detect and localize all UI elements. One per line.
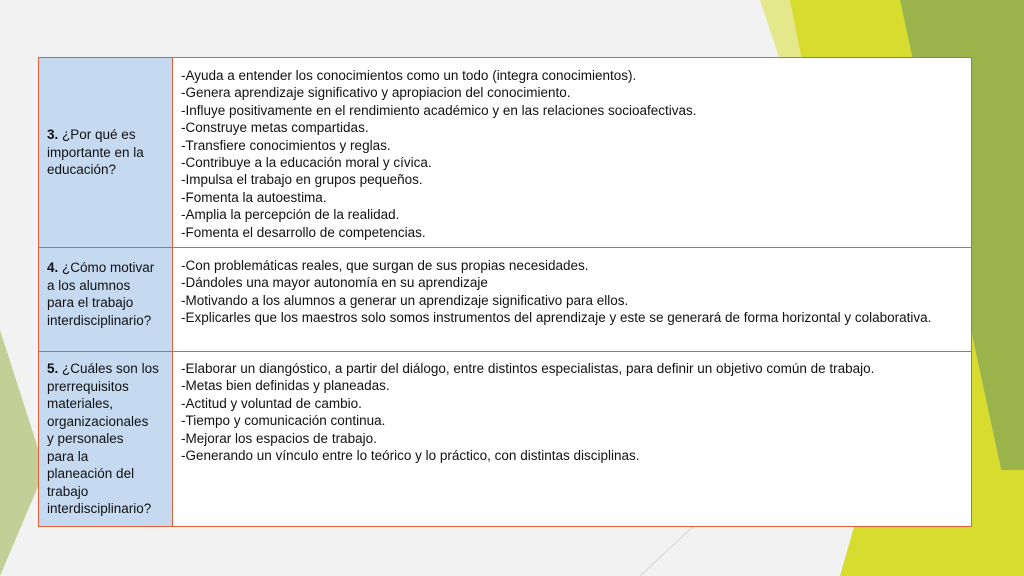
decorative-line	[640, 520, 700, 576]
answer-list	[173, 58, 971, 241]
answer-item: -Contribuye a la educación moral y cívica.	[181, 155, 432, 171]
answer-cell	[173, 248, 972, 352]
answer-item: -Fomenta la autoestima.	[181, 189, 327, 205]
answer-item: -Impulsa el trabajo en grupos pequeños.	[181, 172, 423, 188]
answer-item: -Metas bien definidas y planeadas.	[181, 378, 390, 394]
answer-item: -Ayuda a entender los conocimientos como un todo (integra conocimientos).	[181, 68, 637, 83]
answer-cell	[173, 58, 972, 248]
answer-item: -Transfiere conocimientos y reglas.	[181, 137, 391, 153]
answer-item: -Amplia la percepción de la realidad.	[181, 207, 400, 223]
answer-item: -Explicarles que los maestros solo somos instrumentos del aprendizaje y este se generará de forma horizontal y colaborativa.	[181, 310, 932, 326]
question-text	[39, 352, 172, 518]
answer-item: -Motivando a los alumnos a generar un aprendizaje significativo para ellos.	[181, 292, 629, 308]
question-cell	[39, 352, 173, 527]
table-row	[39, 248, 972, 352]
answer-item: -Genera aprendizaje significativo y apropiacion del conocimiento.	[181, 85, 571, 101]
question-cell	[39, 58, 173, 248]
answer-item: -Dándoles una mayor autonomía en su aprendizaje	[181, 275, 488, 291]
answer-item: -Construye metas compartidas.	[181, 120, 369, 136]
answer-list	[173, 352, 971, 464]
question-number: 4.	[47, 260, 59, 275]
table-row	[39, 58, 972, 248]
answer-item: -Influye positivamente en el rendimiento académico y en las relaciones socioafectivas.	[181, 102, 697, 118]
answer-item: -Elaborar un diangóstico, a partir del diálogo, entre distintos especialistas, para definir un objetivo común de trabajo.	[181, 361, 875, 376]
answer-item: -Mejorar los espacios de trabajo.	[181, 430, 377, 446]
question-label: ¿Por qué es importante en la educación?	[47, 127, 144, 177]
question-text	[39, 248, 172, 329]
answer-item: -Tiempo y comunicación continua.	[181, 413, 386, 429]
question-label: ¿Cómo motivar a los alumnos para el trabajo interdisciplinario?	[47, 260, 155, 328]
answer-item: -Actitud y voluntad de cambio.	[181, 395, 362, 411]
table-row	[39, 352, 972, 527]
answer-item: -Fomenta el desarrollo de competencias.	[181, 224, 426, 240]
answer-cell	[173, 352, 972, 527]
answer-list	[173, 248, 971, 327]
question-number: 5.	[47, 361, 59, 376]
answer-item: -Generando un vínculo entre lo teórico y lo práctico, con distintas disciplinas.	[181, 448, 640, 464]
interdisciplinary-table	[38, 57, 972, 527]
question-label: ¿Cuáles son los prerrequisitos materiales, organizacionales y personales para la planeación del trabajo interdisciplinario?	[47, 361, 159, 516]
question-text	[39, 58, 172, 179]
question-number: 3.	[47, 127, 59, 142]
answer-item: -Con problemáticas reales, que surgan de sus propias necesidades.	[181, 258, 589, 273]
question-cell	[39, 248, 173, 352]
